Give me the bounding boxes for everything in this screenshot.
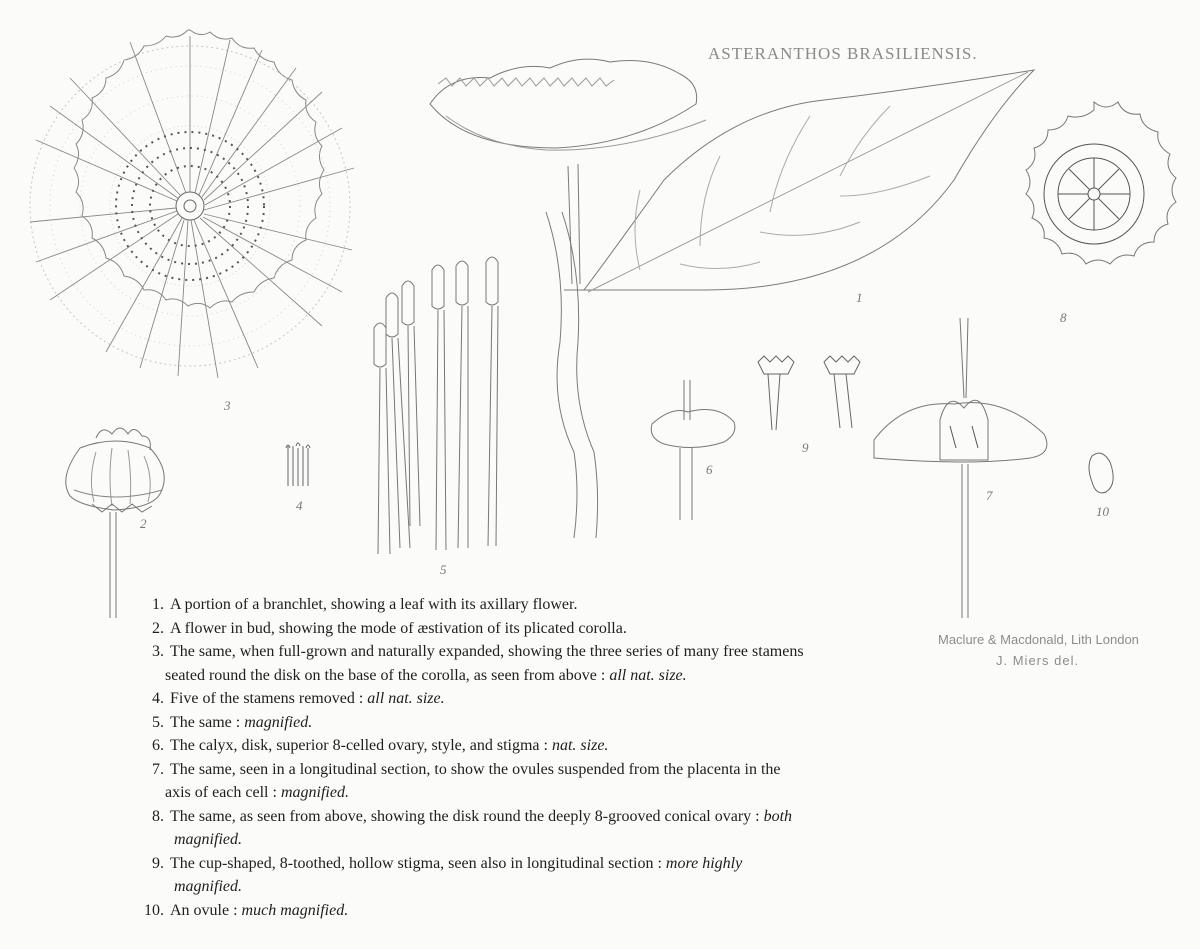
figure-1-branchlet (430, 59, 1034, 538)
plate-title: ASTERANTHOS BRASILIENSIS. (708, 44, 978, 63)
figure-6-calyx-disk (651, 380, 735, 520)
legend-line: 3. The same, when full-grown and naturally expanded, showing the three series of many free stamens (152, 643, 804, 660)
figure-8-top-view (1026, 102, 1176, 264)
legend-line: 8. The same, as seen from above, showing the disk round the deeply 8-grooved conical ovary : both (152, 807, 793, 825)
legend-line: seated round the disk on the base of the corolla, as seen from above : all nat. size. (165, 666, 687, 684)
figure-number-3: 3 (224, 398, 231, 413)
legend-line: 2. A flower in bud, showing the mode of æstivation of its plicated corolla. (152, 619, 627, 637)
legend-line: magnified. (174, 831, 242, 848)
figure-number-8: 8 (1060, 310, 1067, 325)
figure-7-longitudinal-section (874, 318, 1047, 618)
figure-legend (136, 593, 936, 922)
figure-10-ovule (1089, 453, 1113, 493)
figure-number-5: 5 (440, 562, 447, 577)
legend-line: 4. Five of the stamens removed : all nat. size. (152, 690, 445, 707)
figure-number-2: 2 (140, 516, 147, 531)
figure-number-1: 1 (856, 290, 863, 305)
figure-2-flower-bud (66, 428, 164, 618)
figure-number-6: 6 (706, 462, 713, 477)
legend-line: 5. The same : magnified. (152, 713, 313, 731)
figure-9-stigma (758, 356, 860, 430)
legend-line: 10. An ovule : much magnified. (144, 901, 349, 919)
lithographer-credit: Maclure & Macdonald, Lith London (938, 632, 1139, 647)
legend-line: 7. The same, seen in a longitudinal section, to show the ovules suspended from the placenta in the (152, 760, 781, 778)
legend-line: magnified. (174, 878, 242, 895)
artist-credit: J. Miers del. (996, 653, 1080, 668)
figure-number-7: 7 (986, 488, 993, 503)
figure-5-stamens-magnified (374, 257, 498, 554)
figure-number-9: 9 (802, 440, 809, 455)
figure-3-expanded-flower (30, 30, 354, 378)
legend-line: axis of each cell : magnified. (165, 784, 349, 801)
figure-4-stamens (286, 443, 310, 486)
legend-line: 6. The calyx, disk, superior 8-celled ovary, style, and stigma : nat. size. (152, 737, 609, 754)
figure-number-4: 4 (296, 498, 303, 513)
figure-number-10: 10 (1096, 504, 1109, 519)
legend-line: 9. The cup-shaped, 8-toothed, hollow stigma, seen also in longitudinal section : more highly (152, 854, 743, 872)
legend-line: 1. A portion of a branchlet, showing a leaf with its axillary flower. (152, 596, 578, 613)
